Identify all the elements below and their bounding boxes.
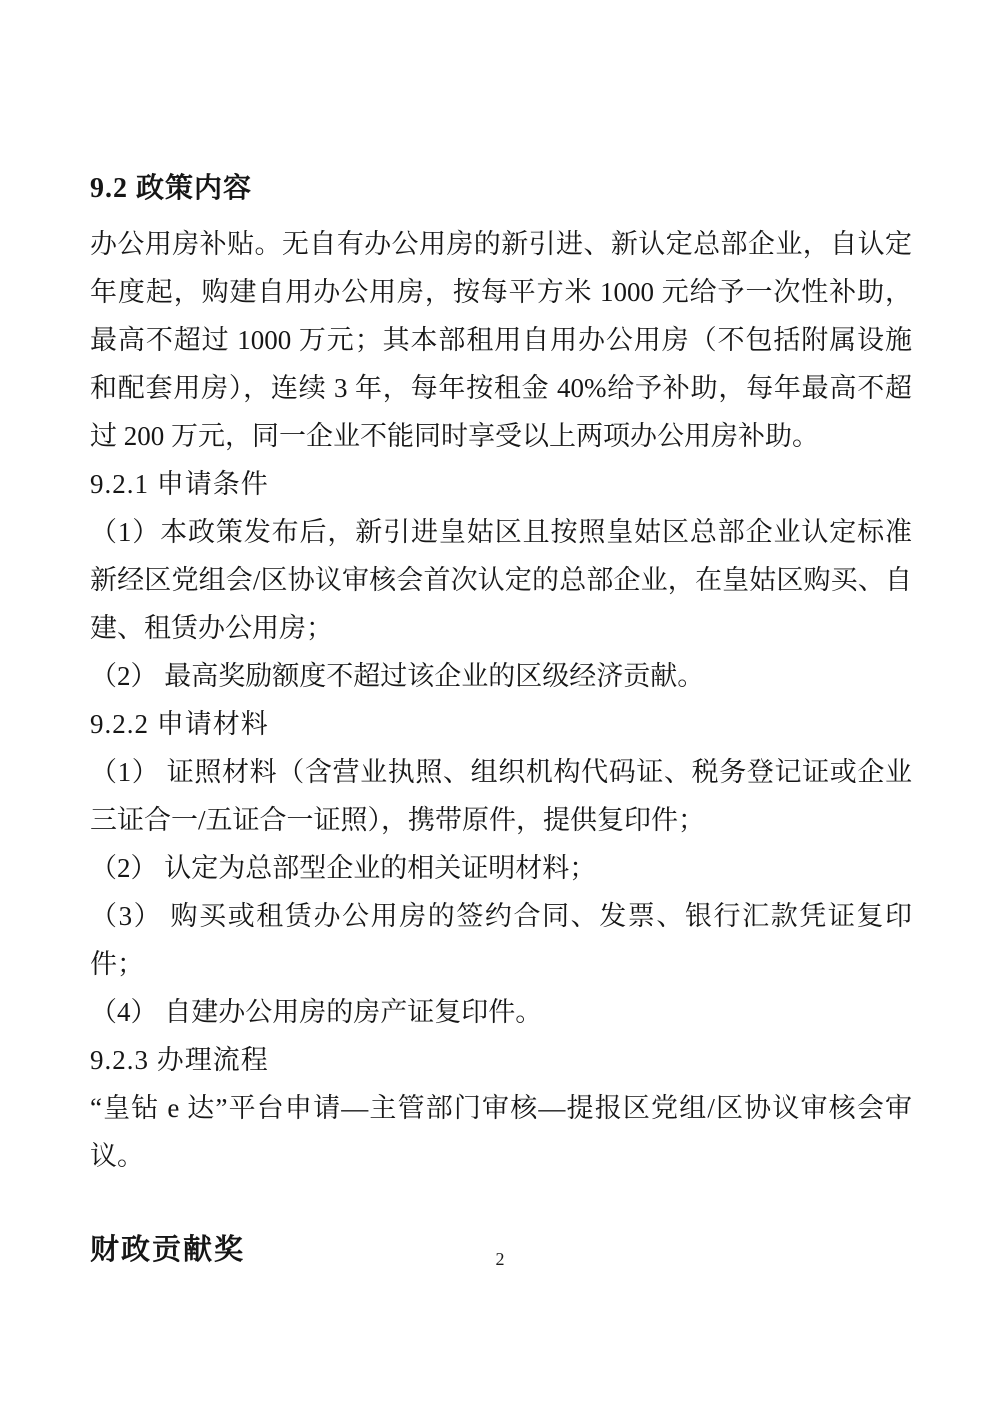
application-material-item-2: （2） 认定为总部型企业的相关证明材料； [90, 853, 597, 883]
section-heading-9-2: 9.2 政策内容 [90, 173, 253, 204]
chapter-heading-fiscal-contribution-award: 财政贡献奖 [90, 1234, 246, 1266]
subsection-heading-9-2-1: 9.2.1 申请条件 [90, 469, 269, 499]
application-condition-item-2: （2） 最高奖励额度不超过该企业的区级经济贡献。 [90, 661, 705, 691]
application-material-item-4: （4） 自建办公用房的房产证复印件。 [90, 997, 543, 1027]
process-flow-paragraph: “皇钻 e 达”平台申请—主管部门审核—提报区党组/区协议审核会审议。 [90, 1093, 912, 1171]
page-number: 2 [495, 1249, 505, 1269]
subsection-heading-9-2-3: 9.2.3 办理流程 [90, 1045, 269, 1075]
application-material-item-1: （1） 证照材料（含营业执照、组织机构代码证、税务登记证或企业三证合一/五证合一证照），携带原件，提供复印件； [90, 757, 912, 835]
subsection-heading-9-2-2: 9.2.2 申请材料 [90, 709, 269, 739]
application-condition-item-1: （1）本政策发布后，新引进皇姑区且按照皇姑区总部企业认定标准新经区党组会/区协议审核会首次认定的总部企业，在皇姑区购买、自建、租赁办公用房； [90, 517, 912, 643]
policy-content-paragraph: 办公用房补贴。无自有办公用房的新引进、新认定总部企业，自认定年度起，购建自用办公用房，按每平方米 1000 元给予一次性补助，最高不超过 1000 万元；其本部租用自用办公用房（不包括附属设施和配套用房），连续 3 年，每年按租金 40%给予补助，每年最高不超过 200 万元，同一企业不能同时享受以上两项办公用房补助。 [90, 229, 912, 451]
application-material-item-3: （3） 购买或租赁办公用房的签约合同、发票、银行汇款凭证复印件； [90, 901, 912, 979]
